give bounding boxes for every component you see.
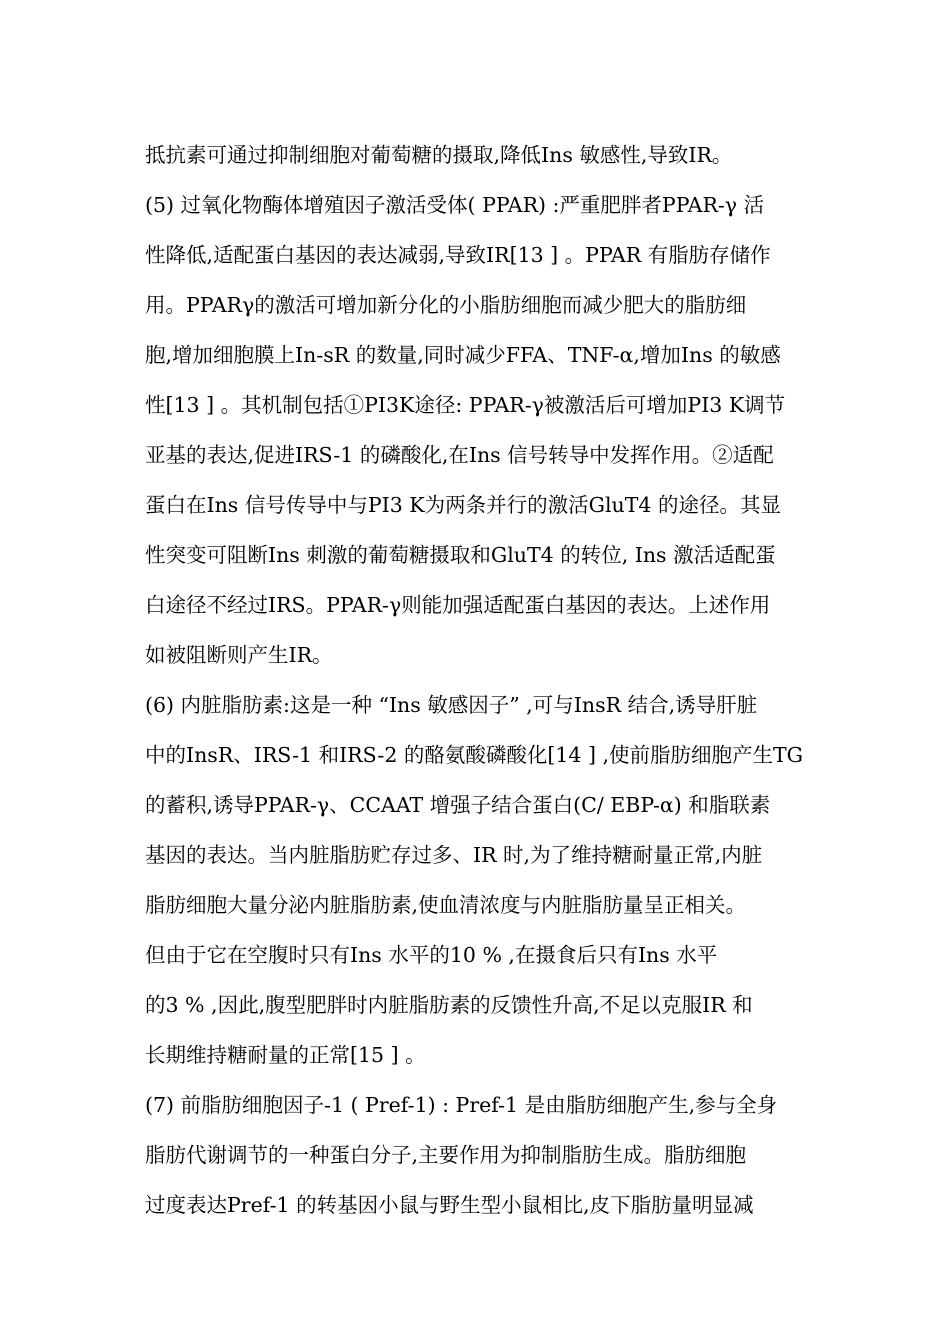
- text-line: 长期维持糖耐量的正常[15 ] 。: [145, 1043, 426, 1067]
- text-line: 用。PPARγ的激活可增加新分化的小脂肪细胞而减少肥大的脂肪细: [145, 293, 747, 317]
- text-line: 的蓄积,诱导PPAR-γ、CCAAT 增强子结合蛋白(C/ EBP-α) 和脂联素: [145, 793, 771, 817]
- text-line: 但由于它在空腹时只有Ins 水平的10 % ,在摄食后只有Ins 水平: [145, 943, 718, 967]
- text-line: 中的InsR、IRS-1 和IRS-2 的酪氨酸磷酸化[14 ] ,使前脂肪细胞产生TG: [145, 743, 804, 767]
- body-text: [145, 130, 810, 1230]
- text-line: 性突变可阻断Ins 刺激的葡萄糖摄取和GluT4 的转位, Ins 激活适配蛋: [145, 543, 776, 567]
- text-line: 亚基的表达,促进IRS-1 的磷酸化,在Ins 信号转导中发挥作用。②适配: [145, 443, 774, 467]
- text-line: 性降低,适配蛋白基因的表达减弱,导致IR[13 ] 。PPAR 有脂肪存储作: [145, 243, 771, 267]
- text-line: 过度表达Pref-1 的转基因小鼠与野生型小鼠相比,皮下脂肪量明显减: [145, 1193, 754, 1217]
- text-line: 胞,增加细胞膜上In-sR 的数量,同时减少FFA、TNF-α,增加Ins 的敏感: [145, 343, 781, 367]
- text-line: 性[13 ] 。其机制包括①PI3K途径: PPAR-γ被激活后可增加PI3 K调节: [145, 393, 786, 417]
- text-line: 基因的表达。当内脏脂肪贮存过多、IR 时,为了维持糖耐量正常,内脏: [145, 843, 763, 867]
- text-line: 脂肪代谢调节的一种蛋白分子,主要作用为抑制脂肪生成。脂肪细胞: [145, 1143, 747, 1167]
- text-line: 的3 % ,因此,腹型肥胖时内脏脂肪素的反馈性升高,不足以克服IR 和: [145, 993, 753, 1017]
- text-line: 如被阻断则产生IR。: [145, 643, 333, 667]
- text-line: (5) 过氧化物酶体增殖因子激活受体( PPAR) :严重肥胖者PPAR-γ 活: [145, 193, 765, 217]
- text-line: 白途径不经过IRS。PPAR-γ则能加强适配蛋白基因的表达。上述作用: [145, 593, 771, 617]
- text-line: 脂肪细胞大量分泌内脏脂肪素,使血清浓度与内脏脂肪量呈正相关。: [145, 893, 747, 917]
- text-line: (6) 内脏脂肪素:这是一种 “Ins 敏感因子” ,可与InsR 结合,诱导肝脏: [145, 693, 758, 717]
- text-line: (7) 前脂肪细胞因子-1 ( Pref-1) : Pref-1 是由脂肪细胞产生,参与全身: [145, 1093, 778, 1117]
- text-line: 抵抗素可通过抑制细胞对葡萄糖的摄取,降低Ins 敏感性,导致IR。: [145, 143, 733, 167]
- text-line: 蛋白在Ins 信号传导中与PI3 K为两条并行的激活GluT4 的途径。其显: [145, 493, 781, 517]
